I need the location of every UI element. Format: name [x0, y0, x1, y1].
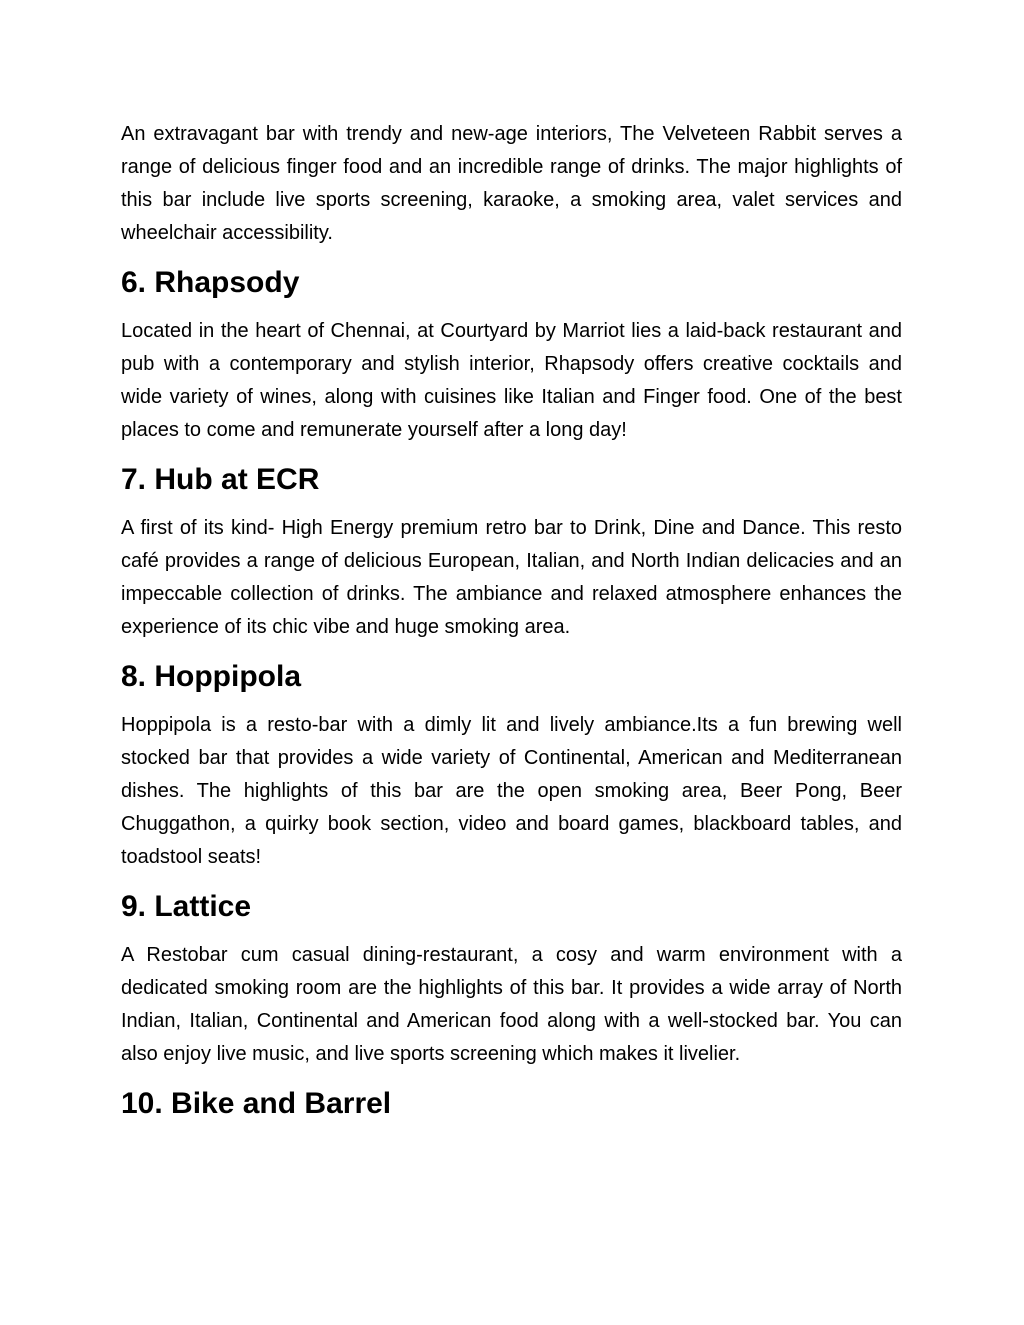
- paragraph-lattice: A Restobar cum casual dining-restaurant, a cosy and warm environment with a dedicated smoking room are the highlights of this bar. It provides a wide array of North Indian, Italian, Continental and American food along with a well-stocked bar. You can also enjoy live music, and live sports screening which makes it livelier.: [121, 944, 902, 1065]
- heading-rhapsody: 6. Rhapsody: [121, 266, 300, 299]
- document-page: [121, 118, 902, 1120]
- paragraph-hub-at-ecr: A first of its kind- High Energy premium retro bar to Drink, Dine and Dance. This resto café provides a range of delicious European, Italian, and North Indian delicacies and an impeccable collection of drinks. The ambiance and relaxed atmosphere enhances the experience of its chic vibe and huge smoking area.: [121, 517, 902, 638]
- paragraph-hoppipola: Hoppipola is a resto-bar with a dimly lit and lively ambiance.Its a fun brewing well stocked bar that provides a wide variety of Continental, American and Mediterranean dishes. The highlights of this bar are the open smoking area, Beer Pong, Beer Chuggathon, a quirky book section, video and board games, blackboard tables, and toadstool seats!: [121, 714, 902, 868]
- heading-bike-and-barrel: 10. Bike and Barrel: [121, 1087, 392, 1120]
- heading-hoppipola: 8. Hoppipola: [121, 660, 301, 693]
- heading-hub-at-ecr: 7. Hub at ECR: [121, 463, 320, 496]
- paragraph-rhapsody: Located in the heart of Chennai, at Courtyard by Marriot lies a laid-back restaurant and pub with a contemporary and stylish interior, Rhapsody offers creative cocktails and wide variety of wines, along with cuisines like Italian and Finger food. One of the best places to come and remunerate yourself after a long day!: [121, 320, 902, 441]
- intro-paragraph-velveteen-rabbit: An extravagant bar with trendy and new-age interiors, The Velveteen Rabbit serves a range of delicious finger food and an incredible range of drinks. The major highlights of this bar include live sports screening, karaoke, a smoking area, valet services and wheelchair accessibility.: [121, 123, 902, 244]
- heading-lattice: 9. Lattice: [121, 890, 252, 923]
